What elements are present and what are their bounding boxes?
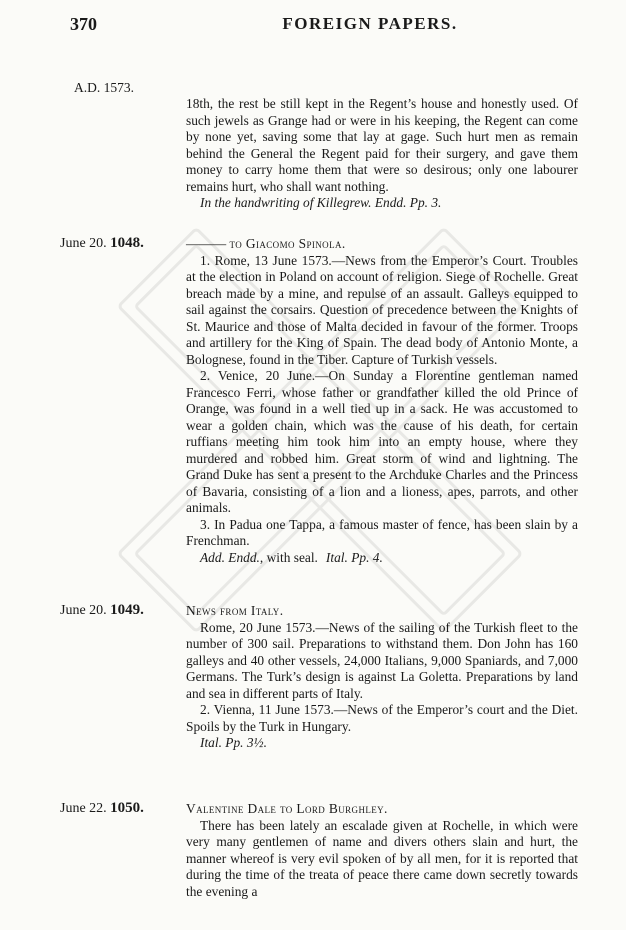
entry-paragraph: There has been lately an escalade given at Rochelle, in which were very many gentlemen of name and divers others slain and hurt, the manner whereof is very evil spoken of by all men, for it is reported that during the time of the treata of peace there came down secretly towards the evening a [186, 817, 578, 899]
entry-paragraph: 2. Venice, 20 June.—On Sunday a Florentine gentleman named Francesco Ferri, whose father or grandfather killed the old Prince of Orange, was found in a well tied up in a sack. He was accustomed to wear a golden chain, which was the cause of his death, for certain ruffians meeting him took him into an empty house, where they murdered and robbed him. Great storm of wind and lightning. The Grand Duke has sent a present to the Archduke Charles and the Princess of Bavaria, consisting of a lion and a lioness, apes, parrots, and other animals. [186, 368, 578, 515]
endorsement-note: Ital. Pp. 3½. [200, 735, 267, 750]
entry-date: June 22. [60, 801, 107, 816]
entry-heading [186, 236, 578, 253]
entry-date-1048 [60, 235, 144, 252]
entry-1050 [186, 801, 578, 900]
entry-date-1049 [60, 602, 144, 619]
continued-entry [186, 96, 578, 212]
entry-heading: News from Italy. [186, 603, 284, 618]
entry-1049 [186, 603, 578, 752]
entry-paragraph: Rome, 20 June 1573.—News of the sailing of the Turkish fleet to the number of 300 sail. Preparations to withstand them. Don John has 160 galleys and 40 other vessels, 24,000 Italians, 9,000 Spaniards, and 7,000 Germans. The Turk’s design is against La Goletta. Preparations by land and sea in different parts of Italy. [186, 619, 578, 701]
page-number: 370 [70, 14, 97, 34]
endorsement-note [186, 550, 578, 567]
entry-1048 [186, 236, 578, 566]
entry-paragraph: 2. Vienna, 11 June 1573.—News of the Emperor’s court and the Diet. Spoils by the Turk in Hungary. [186, 702, 578, 734]
running-header [70, 14, 582, 38]
entry-date: June 20. [60, 603, 107, 618]
entry-number: 1049. [110, 602, 144, 618]
omitted-name-dash: ——— [186, 236, 227, 251]
entry-date: June 20. [60, 236, 107, 251]
note-part: Add. Endd. [200, 549, 260, 565]
entry-number: 1050. [110, 800, 144, 816]
entry-heading: Valentine Dale to Lord Burghley. [186, 801, 388, 816]
entry-heading-text: to Giacomo Spinola. [229, 236, 346, 251]
entry-date-1050 [60, 800, 144, 817]
endorsement-note: In the handwriting of Killegrew. Endd. Pp. 3. [200, 195, 442, 210]
running-title: FOREIGN PAPERS. [282, 14, 458, 33]
entry-paragraph: 1. Rome, 13 June 1573.—News from the Emperor’s Court. Troubles at the election in Poland on account of religion. Siege of Rochelle. Great breach made by a mine, and repulse of an assault. Galleys equipped to sail against the corsairs. Question of precedence between the Knights of St. Maurice and those of Malta decided in favour of the former. Troops and artillery for the King of Spain. The dead body of Antonio Monte, a Bolognese, found in the Tiber. Capture of Turkish vessels. [186, 252, 578, 367]
note-part: Ital. Pp. 4. [325, 549, 383, 565]
year-marker: A.D. 1573. [74, 80, 134, 95]
entry-number: 1048. [110, 235, 144, 251]
continued-paragraph: 18th, the rest be still kept in the Regent’s house and honestly used. Of such jewels as Grange had or were in his keeping, the Regent can come by none yet, saving some that lay at gage. Such hurt men as remain behind the General the Regent paid for their surgery, and gave them money to carry home them that were so desirous; only one labourer remains hurt, who shall want nothing. [186, 96, 578, 194]
note-part: , with seal. [259, 549, 318, 565]
entry-paragraph: 3. In Padua one Tappa, a famous master of fence, has been slain by a Frenchman. [186, 516, 578, 548]
